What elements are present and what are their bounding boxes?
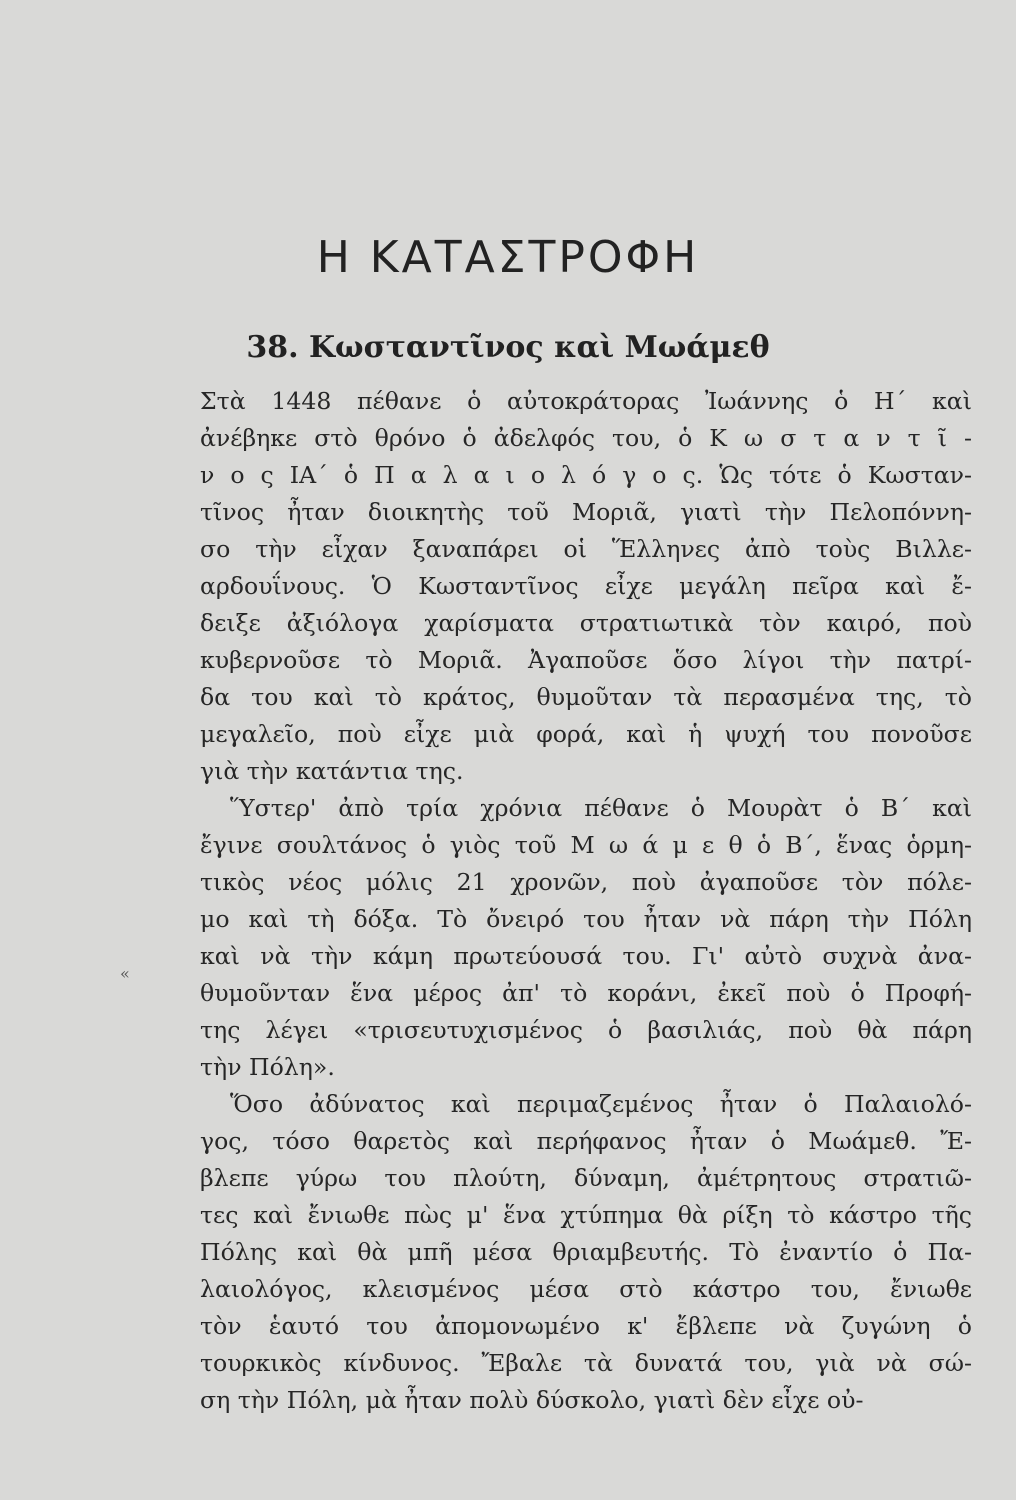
text-line: αρδουΐνους. Ὁ Κωσταντῖνος εἶχε μεγάλη πεῖρα καὶ ἔ- <box>200 572 972 600</box>
paragraphs <box>200 383 972 1419</box>
paragraph <box>200 383 972 790</box>
text-line: δειξε ἀξιόλογα χαρίσματα στρατιωτικὰ τὸν καιρό, ποὺ <box>200 609 972 637</box>
text-line: Πόλης καὶ θὰ μπῆ μέσα θριαμβευτής. Τὸ ἐναντίο ὁ Πα- <box>200 1238 972 1266</box>
text-line: τῖνος ἦταν διοικητὴς τοῦ Μοριᾶ, γιατὶ τὴν Πελοπόννη- <box>200 498 972 526</box>
text-line: ν ο ς ΙΑ΄ ὁ Π α λ α ι ο λ ό γ ο ς. Ὡς τότε ὁ Κωσταν- <box>200 461 972 489</box>
body-text <box>200 383 972 1419</box>
section-title: Κωσταντῖνος καὶ Μωάμεθ <box>308 330 770 365</box>
text-line: βλεπε γύρω του πλούτη, δύναμη, ἀμέτρητους στρατιῶ- <box>200 1164 972 1192</box>
text-line: κυβερνοῦσε τὸ Μοριᾶ. Ἀγαποῦσε ὅσο λίγοι τὴν πατρί- <box>200 646 972 674</box>
text-line: ἀνέβηκε στὸ θρόνο ὁ ἀδελφός του, ὁ Κ ω σ τ α ν τ ῖ - <box>200 424 972 452</box>
text-line: καὶ νὰ τὴν κάμη πρωτεύουσά του. Γι' αὐτὸ συχνὰ ἀνα- <box>200 942 972 970</box>
text-line: δα του καὶ τὸ κράτος, θυμοῦταν τὰ περασμένα της, τὸ <box>200 683 972 711</box>
section-number: 38. <box>246 330 299 365</box>
paragraph <box>200 1086 972 1419</box>
text-line: Ὅσο ἀδύνατος καὶ περιμαζεμένος ἦταν ὁ Παλαιολό- <box>230 1090 972 1118</box>
text-line: σο τὴν εἶχαν ξαναπάρει οἱ Ἕλληνες ἀπὸ τοὺς Βιλλε- <box>200 535 972 563</box>
text-line: λαιολόγος, κλεισμένος μέσα στὸ κάστρο του, ἔνιωθε <box>200 1275 972 1303</box>
text-line: τικὸς νέος μόλις 21 χρονῶν, ποὺ ἀγαποῦσε τὸν πόλε- <box>200 868 972 896</box>
text-line: τες καὶ ἔνιωθε πὼς μ' ἕνα χτύπημα θὰ ρίξη τὸ κάστρο τῆς <box>200 1201 972 1229</box>
text-line: τὴν Πόλη». <box>200 1053 335 1081</box>
chapter-title: Η ΚΑΤΑΣΤΡΟΦΗ <box>316 232 700 283</box>
text-line: ἔγινε σουλτάνος ὁ γιὸς τοῦ Μ ω ά μ ε θ ὁ Β΄, ἕνας ὁρμη- <box>200 831 972 859</box>
text-line: της λέγει «τρισευτυχισμένος ὁ βασιλιάς, ποὺ θὰ πάρη <box>200 1016 972 1044</box>
text-line: γιὰ τὴν κατάντια της. <box>200 757 464 785</box>
text-line: θυμοῦνταν ἕνα μέρος ἀπ' τὸ κοράνι, ἐκεῖ ποὺ ὁ Προφή- <box>200 979 972 1007</box>
text-line: γος, τόσο θαρετὸς καὶ περήφανος ἦταν ὁ Μωάμεθ. Ἔ- <box>200 1127 972 1155</box>
text-line: ση τὴν Πόλη, μὰ ἦταν πολὺ δύσκολο, γιατὶ δὲν εἶχε οὐ- <box>200 1386 864 1414</box>
text-line: Ὕστερ' ἀπὸ τρία χρόνια πέθανε ὁ Μουρὰτ ὁ Β΄ καὶ <box>230 794 972 822</box>
text-line: μο καὶ τὴ δόξα. Τὸ ὄνειρό του ἦταν νὰ πάρη τὴν Πόλη <box>200 905 972 933</box>
section-heading <box>0 330 1016 365</box>
text-line: τὸν ἑαυτό του ἀπομονωμένο κ' ἔβλεπε νὰ ζυγώνη ὁ <box>200 1312 972 1340</box>
text-line: μεγαλεῖο, ποὺ εἶχε μιὰ φορά, καὶ ἡ ψυχή του πονοῦσε <box>200 720 972 748</box>
text-line: Στὰ 1448 πέθανε ὁ αὐτοκράτορας Ἰωάννης ὁ Η΄ καὶ <box>200 387 972 415</box>
margin-mark: « <box>120 964 130 983</box>
paragraph <box>200 790 972 1086</box>
text-line: τουρκικὸς κίνδυνος. Ἔβαλε τὰ δυνατά του, γιὰ νὰ σώ- <box>200 1349 972 1377</box>
